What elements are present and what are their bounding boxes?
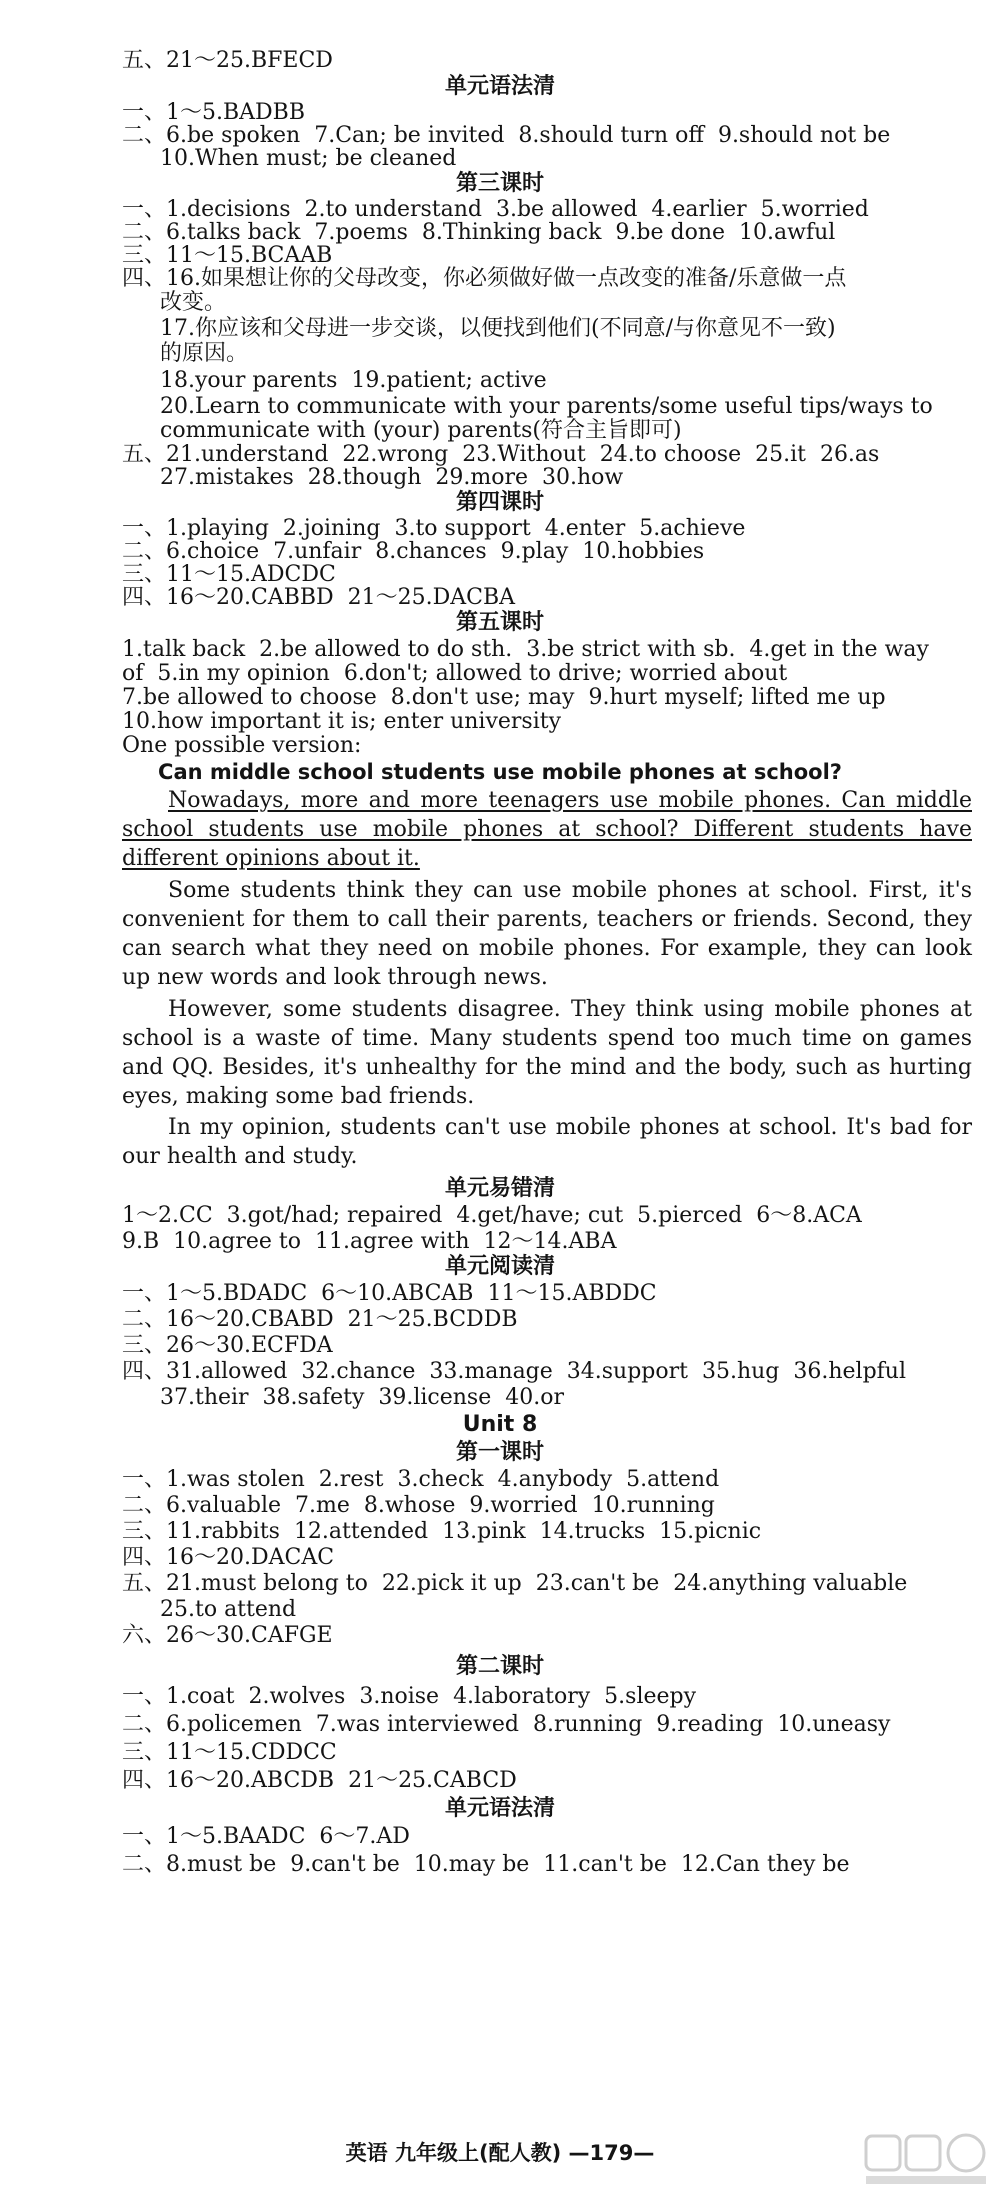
essay-paragraph: However, some students disagree. They think using mobile phones at school is a waste of time. Many students spend too much time on games and QQ. Besides, it's unhealthy for the mind and the body, such as hurting eyes, making some bad friends. <box>122 997 972 1109</box>
answer-line: 的原因。 <box>160 341 249 366</box>
answer-line: 二、6.choice 7.unfair 8.chances 9.play 10.hobbies <box>122 539 705 564</box>
answer-line: 改变。 <box>160 290 227 315</box>
answer-line: 三、26～30.ECFDA <box>122 1333 333 1358</box>
answer-line: 37.their 38.safety 39.license 40.or <box>160 1385 564 1410</box>
answer-line: 25.to attend <box>160 1597 297 1622</box>
answer-line: 一、1.was stolen 2.rest 3.check 4.anybody 5.attend <box>122 1467 720 1492</box>
answer-line: 四、16.如果想让你的父母改变，你必须做好做一点改变的准备/乐意做一点 <box>122 266 847 291</box>
answer-line: 17.你应该和父母进一步交谈，以便找到他们(不同意/与你意见不一致) <box>160 316 836 341</box>
section-heading: 第三课时 <box>455 171 544 196</box>
unit-heading: Unit 8 <box>462 1412 538 1437</box>
essay-paragraph: Some students think they can use mobile phones at school. First, it's convenient for them to call their parents, teachers or friends. Second, they can search what they need on mobile phones. For example, they can look up new words and look through news. <box>122 878 972 990</box>
answer-line: 五、21.understand 22.wrong 23.Without 24.to choose 25.it 26.as <box>122 442 880 467</box>
answer-line: 二、6.valuable 7.me 8.whose 9.worried 10.running <box>122 1493 715 1518</box>
watermark-logo-icon <box>862 2130 992 2190</box>
answer-line: 四、16～20.CABBD 21～25.DACBA <box>122 585 516 610</box>
essay-title: Can middle school students use mobile phones at school? <box>158 760 842 784</box>
answer-line: One possible version: <box>122 733 362 758</box>
section-heading: 单元语法清 <box>444 74 555 99</box>
section-heading: 单元易错清 <box>444 1176 555 1201</box>
answer-line: 一、1～5.BADBB <box>122 100 306 125</box>
essay-paragraph: In my opinion, students can't use mobile phones at school. It's bad for our health and study. <box>122 1115 972 1169</box>
section-heading: 单元语法清 <box>444 1796 555 1821</box>
answer-line: 1.talk back 2.be allowed to do sth. 3.be strict with sb. 4.get in the way <box>122 637 929 662</box>
answer-line: 五、21.must belong to 22.pick it up 23.can't be 24.anything valuable <box>122 1571 908 1596</box>
page-footer: 英语 九年级上(配人教) —179— <box>345 2141 655 2165</box>
answer-line: 1～2.CC 3.got/had; repaired 4.get/have; cut 5.pierced 6～8.ACA <box>122 1203 862 1228</box>
answer-line: 二、6.be spoken 7.Can; be invited 8.should turn off 9.should not be <box>122 123 891 148</box>
answer-line: 三、11.rabbits 12.attended 13.pink 14.trucks 15.picnic <box>122 1519 762 1544</box>
answer-line: 三、11～15.CDDCC <box>122 1740 337 1765</box>
answer-line: 二、8.must be 9.can't be 10.may be 11.can't be 12.Can they be <box>122 1852 850 1877</box>
answer-line: 一、1～5.BAADC 6～7.AD <box>122 1824 410 1849</box>
answer-line: 三、11～15.BCAAB <box>122 243 333 268</box>
answer-line: 一、1.playing 2.joining 3.to support 4.enter 5.achieve <box>122 516 746 541</box>
answer-line: 一、1.decisions 2.to understand 3.be allowed 4.earlier 5.worried <box>122 197 869 222</box>
answer-line: 六、26～30.CAFGE <box>122 1623 333 1648</box>
answer-line: communicate with (your) parents(符合主旨即可) <box>160 418 682 443</box>
section-heading: 第五课时 <box>455 610 544 635</box>
answer-line: 18.your parents 19.patient; active <box>160 368 547 393</box>
section-heading: 单元阅读清 <box>444 1254 555 1279</box>
section-heading: 第四课时 <box>455 490 544 515</box>
answer-line: 二、6.policemen 7.was interviewed 8.running 9.reading 10.uneasy <box>122 1712 891 1737</box>
answer-line: 10.When must; be cleaned <box>160 146 457 171</box>
answer-line: 四、31.allowed 32.chance 33.manage 34.support 35.hug 36.helpful <box>122 1359 907 1384</box>
answer-line: 一、1～5.BDADC 6～10.ABCAB 11～15.ABDDC <box>122 1281 657 1306</box>
answer-line: 7.be allowed to choose 8.don't use; may 9.hurt myself; lifted me up <box>122 685 886 710</box>
answer-line: 二、16～20.CBABD 21～25.BCDDB <box>122 1307 518 1332</box>
answer-line: 一、1.coat 2.wolves 3.noise 4.laboratory 5.sleepy <box>122 1684 697 1709</box>
answer-line: 四、16～20.ABCDB 21～25.CABCD <box>122 1768 517 1793</box>
answer-line: 20.Learn to communicate with your parents/some useful tips/ways to <box>160 394 933 419</box>
answer-line: 三、11～15.ADCDC <box>122 562 336 587</box>
answer-line: 9.B 10.agree to 11.agree with 12～14.ABA <box>122 1229 617 1254</box>
answer-line: 二、6.talks back 7.poems 8.Thinking back 9.be done 10.awful <box>122 220 836 245</box>
answer-line: 五、21～25.BFECD <box>122 48 333 73</box>
answer-line: 四、16～20.DACAC <box>122 1545 335 1570</box>
section-heading: 第二课时 <box>455 1654 544 1679</box>
section-heading: 第一课时 <box>455 1440 544 1465</box>
answer-line: 10.how important it is; enter university <box>122 709 562 734</box>
answer-line: 27.mistakes 28.though 29.more 30.how <box>160 465 624 490</box>
answer-line: of 5.in my opinion 6.don't; allowed to drive; worried about <box>122 661 788 686</box>
essay-intro: Nowadays, more and more teenagers use mobile phones. Can middle school students use mobile phones at school? Different students have different opinions about it. <box>122 788 972 871</box>
